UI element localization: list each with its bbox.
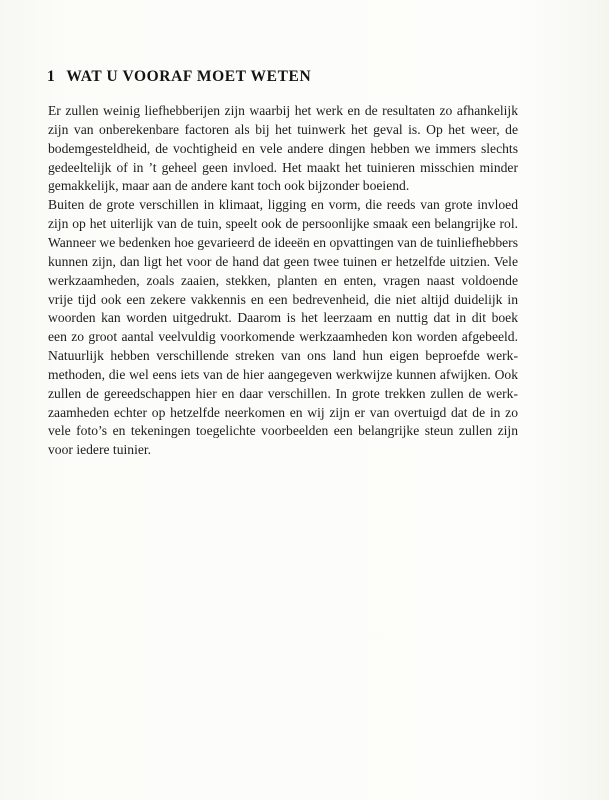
text-line: gedeeltelijk of in ’t geheel geen invloed. Het maakt het tuinieren misschien minder <box>48 160 518 175</box>
text-line: Wanneer we bedenken hoe gevarieerd de ideeën en opvattingen van de tuinliefhebbers <box>48 235 518 250</box>
text-line: voor iedere tuinier. <box>48 442 152 457</box>
text-line: een zo groot aantal veelvuldig voorkomende werkzaamheden kon worden afgebeeld. <box>48 329 518 344</box>
text-line: vele foto’s en tekeningen toegelichte voorbeelden een belangrijke steun zullen zijn <box>48 423 518 438</box>
text-line: zullen de gereedschappen hier en daar verschillen. In grote trekken zullen de werk- <box>48 386 518 401</box>
text-line: Buiten de grote verschillen in klimaat, ligging en vorm, die reeds van grote invloed <box>48 197 518 212</box>
text-line: Natuurlijk hebben verschillende streken van ons land hun eigen beproefde werk- <box>48 348 518 363</box>
chapter-title <box>47 68 311 86</box>
chapter-number: 1 <box>47 68 56 85</box>
text-line: werkzaamheden, zoals zaaien, stekken, planten en enten, vragen naast voldoende <box>48 273 518 288</box>
text-line: zijn op het uiterlijk van de tuin, speelt ook de persoonlijke smaak een belangrijke rol. <box>48 216 518 231</box>
text-line: vrije tijd ook een zekere vakkennis en een bedrevenheid, die niet altijd duidelijk in <box>48 292 518 307</box>
text-line: methoden, die wel eens iets van de hier aangegeven werkwijze kunnen afwijken. Ook <box>48 367 518 382</box>
text-line: kunnen zijn, dan ligt het voor de hand dat geen twee tuinen er hetzelfde uitzien. Vele <box>48 254 518 269</box>
chapter-title-text: WAT U VOORAF MOET WETEN <box>66 68 312 85</box>
text-line: zijn van onberekenbare factoren als bij het tuinwerk het geval is. Op het weer, de <box>48 122 518 137</box>
text-line: gemakkelijk, maar aan de andere kant toch ook bijzonder boeiend. <box>48 178 410 193</box>
text-line: Er zullen weinig liefhebberijen zijn waarbij het werk en de resultaten zo afhankelijk <box>48 103 518 118</box>
text-line: zaamheden echter op hetzelfde neerkomen en wij zijn er van overtuigd dat de in zo <box>48 405 518 420</box>
text-line: woorden kan worden uitgedrukt. Daarom is het leerzaam en nuttig dat in dit boek <box>48 310 518 325</box>
text-line: bodemgesteldheid, de vochtigheid en vele andere dingen hebben we immers slechts <box>48 141 518 156</box>
